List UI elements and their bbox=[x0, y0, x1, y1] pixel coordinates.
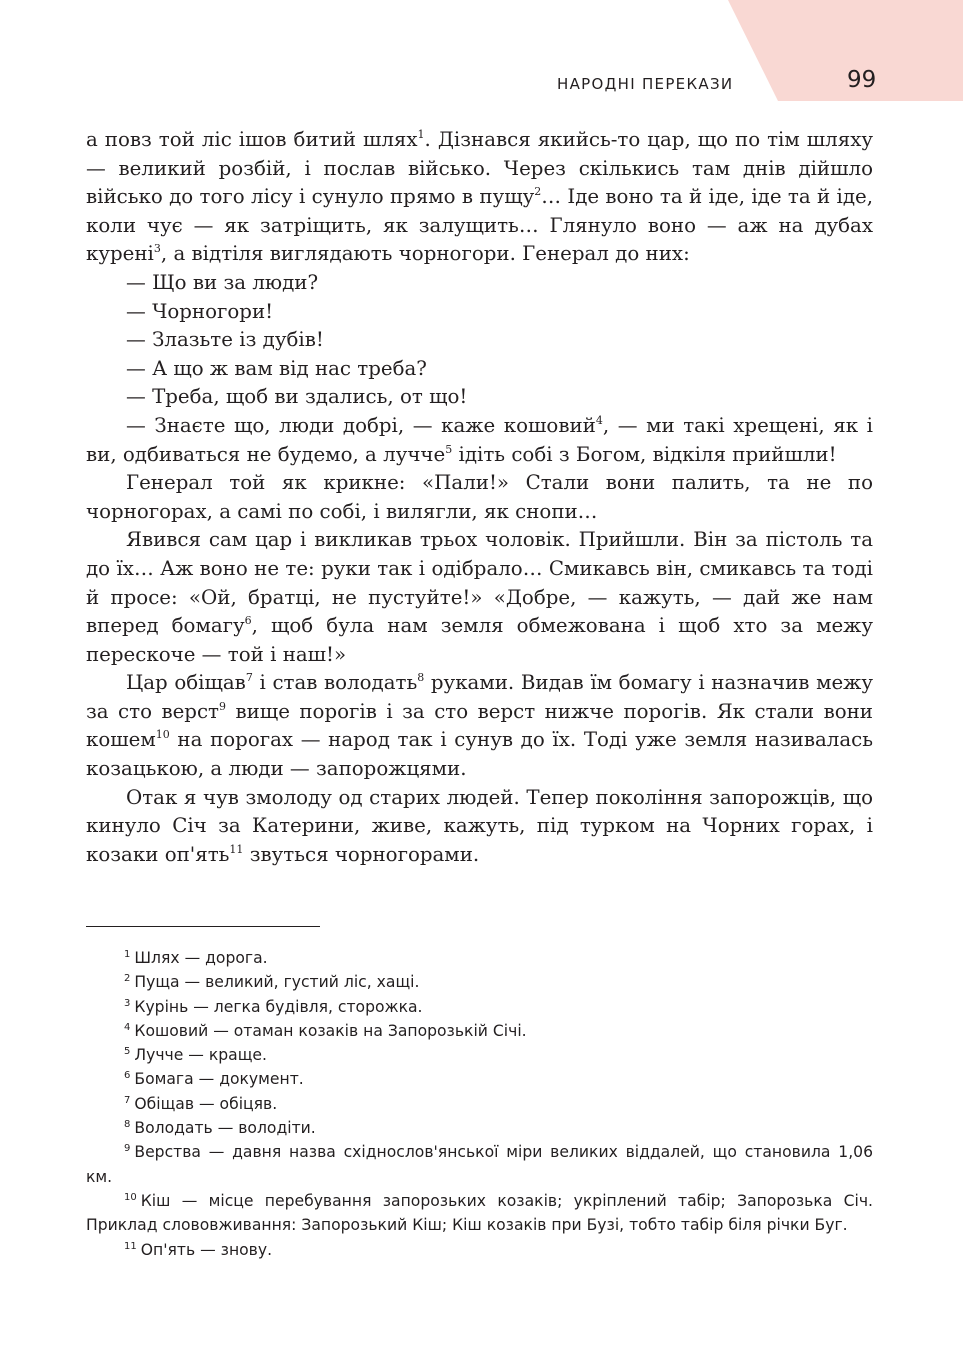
text-run: Отак я чув змолоду од старих людей. Тепер покоління запорожців, що кинуло Січ за Катерини, живе, кажуть, під турком на Чорних горах, і козаки оп'ять bbox=[86, 785, 873, 866]
footnote-ref: 2 bbox=[534, 185, 542, 199]
paragraph-1 bbox=[86, 126, 873, 269]
footnote-text: Шлях — дорога. bbox=[134, 949, 268, 967]
footnote-8 bbox=[86, 1116, 873, 1140]
text-run: — Знаєте що, люди добрі, — каже кошовий bbox=[126, 413, 596, 437]
footnote-10 bbox=[86, 1189, 873, 1238]
running-header-title: НАРОДНІ ПЕРЕКАЗИ bbox=[557, 75, 734, 93]
footnote-4 bbox=[86, 1019, 873, 1043]
footnote-text: Кіш — місце перебування запорозьких козаків; укріплений табір; Запорозька Січ. Приклад слововживання: Запорозький Кіш; Кіш козаків при Бузі, тобто табір біля річки Буг. bbox=[86, 1191, 873, 1235]
paragraph-4 bbox=[86, 669, 873, 783]
footnote-9 bbox=[86, 1140, 873, 1189]
footnote-text: Володать — володіти. bbox=[134, 1119, 316, 1138]
text-run: вище порогів і за сто верст нижче порогів. Як стали вони кошем bbox=[86, 699, 873, 752]
footnote-number: 7 bbox=[124, 1094, 131, 1106]
footnote-text: Кошовий — отаман козаків на Запорозькій Січі. bbox=[134, 1021, 527, 1040]
footnote-number: 2 bbox=[124, 973, 131, 985]
footnote-text: Обіщав — обіцяв. bbox=[134, 1094, 278, 1113]
footnote-5 bbox=[86, 1043, 873, 1067]
text-run: , щоб була нам земля обмежована і щоб хто за межу перескоче — той і наш!» bbox=[86, 614, 873, 666]
footnote-ref: 10 bbox=[155, 728, 170, 742]
footnote-number: 1 bbox=[124, 949, 131, 960]
footnote-11 bbox=[86, 1238, 873, 1262]
dialog-line-3: — Злазьте із дубів! bbox=[126, 328, 324, 352]
footnote-number: 11 bbox=[124, 1240, 137, 1252]
footnote-text: Лучче — краще. bbox=[134, 1046, 267, 1065]
footnote-6 bbox=[86, 1067, 873, 1091]
dialog-line-1: — Що ви за люди? bbox=[126, 270, 319, 294]
paragraph-5 bbox=[86, 784, 873, 870]
text-run: … Іде воно та й іде, іде та й іде, коли чує — як затріщить, як залущить… Глянуло воно — аж на дубах курені bbox=[86, 185, 873, 266]
footnote-number: 5 bbox=[124, 1046, 131, 1058]
text-run: а повз той ліс ішов битий шлях bbox=[86, 128, 418, 151]
footnote-ref: 3 bbox=[153, 242, 161, 256]
footnote-2 bbox=[86, 970, 873, 994]
text-run: ідіть собі з Богом, відкіля прийшли! bbox=[452, 442, 837, 466]
text-run: , — ми такі хрещені, як і ви, одбиваться не будемо, а лучче bbox=[86, 413, 874, 466]
footnote-text: Верства — давня назва східнослов'янської міри великих віддалей, що становила 1,06 км. bbox=[86, 1143, 873, 1186]
footnote-number: 8 bbox=[124, 1119, 131, 1131]
footnote-ref: 9 bbox=[219, 699, 226, 713]
footnote-number: 6 bbox=[124, 1070, 131, 1082]
footnote-text: Бомага — документ. bbox=[134, 1070, 304, 1089]
text-run: руками. Видав їм бомагу і назначив межу за сто верст bbox=[86, 671, 874, 723]
text-run: Явився сам цар і викликав трьох чоловік. Прийшли. Він за пістоль та до їх… Аж воно не те: руки так і одібрало… Смикавсь він, смикавсь та тоді й просе: «Ой, братці, не пустуйте!» «Добре, — кажуть, — дай же нам вперед бомагу bbox=[86, 528, 873, 638]
footnote-3 bbox=[86, 995, 873, 1019]
footnote-ref: 5 bbox=[445, 442, 453, 456]
text-run: , а відтіля виглядають чорногори. Генерал до них: bbox=[160, 242, 690, 266]
text-run: на порогах — народ так і сунув до їх. Тоді уже земля називалась козацькою, а люди — запорожцями. bbox=[86, 728, 873, 781]
page-number: 99 bbox=[847, 67, 877, 93]
text-run: . Дізнався якийсь-то цар, що по тім шляху — великий розбій, і послав військо. Через скількись там днів дійшло військо до того лісу і сунуло прямо в пущу bbox=[86, 128, 873, 209]
footnote-text: Курінь — легка будівля, сторожка. bbox=[134, 997, 423, 1016]
paragraph-2: Генерал той як крикне: «Пали!» Стали вони палить, та не по чорногорах, а самі по собі, і вилягли, як снопи… bbox=[86, 471, 873, 523]
footnote-ref: 11 bbox=[229, 842, 244, 856]
dialog-line-4: — А що ж вам від нас треба? bbox=[126, 356, 427, 380]
footnote-7 bbox=[86, 1092, 873, 1116]
footnote-text: Оп'ять — знову. bbox=[140, 1240, 273, 1259]
corner-accent-tab bbox=[728, 0, 963, 101]
main-text bbox=[86, 126, 873, 869]
dialog-line-2: — Чорногори! bbox=[126, 299, 274, 323]
text-run: звуться чорногорами. bbox=[243, 842, 480, 866]
footnote-ref: 1 bbox=[417, 128, 425, 141]
dialog-line-6 bbox=[86, 412, 873, 469]
dialog-line-5: — Треба, щоб ви здались, от що! bbox=[126, 385, 468, 409]
footnote-1 bbox=[86, 946, 873, 970]
text-run: і став володать bbox=[252, 671, 418, 695]
footnote-ref: 4 bbox=[595, 413, 603, 427]
footnote-ref: 6 bbox=[244, 614, 252, 628]
footnote-number: 3 bbox=[124, 997, 131, 1009]
footnote-number: 4 bbox=[124, 1021, 131, 1033]
footnote-text: Пуща — великий, густий ліс, хащі. bbox=[134, 973, 420, 992]
footnote-number: 10 bbox=[124, 1191, 137, 1203]
footnote-ref: 7 bbox=[245, 671, 253, 685]
footnote-divider bbox=[86, 926, 320, 927]
footnotes bbox=[86, 946, 873, 1262]
text-run: Цар обіщав bbox=[126, 671, 246, 695]
paragraph-3 bbox=[86, 526, 873, 669]
footnote-ref: 8 bbox=[417, 671, 425, 685]
footnote-number: 9 bbox=[124, 1143, 131, 1155]
